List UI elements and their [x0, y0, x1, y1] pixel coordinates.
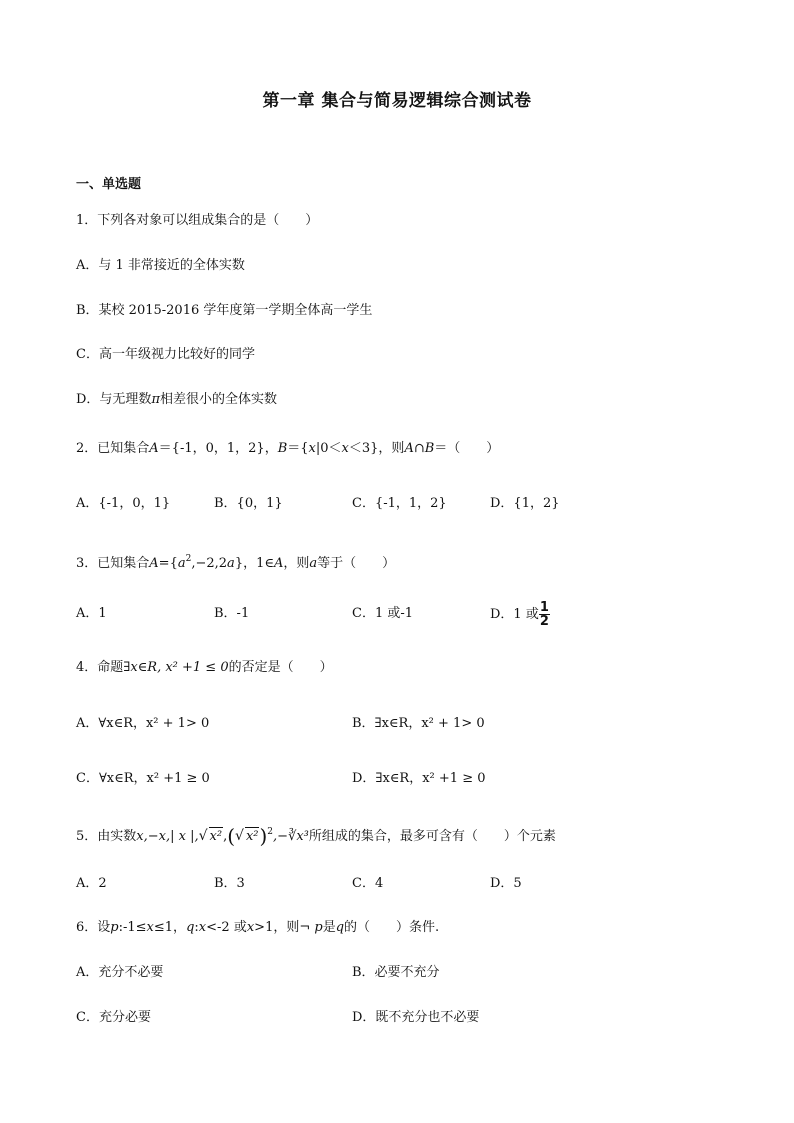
- question-5-option-c: C．4: [352, 876, 384, 891]
- q5-suffix: 所组成的集合，最多可含有（ ）个元素: [308, 829, 556, 844]
- q2-prefix: 2．已知集合: [76, 441, 150, 456]
- question-5-option-a: A．2: [76, 876, 107, 891]
- section-heading: 一、单选题: [76, 177, 142, 192]
- question-6-stem: [76, 919, 439, 937]
- question-3-options: [76, 601, 716, 633]
- set-a: A: [149, 556, 159, 571]
- fraction-one-half: [539, 601, 550, 628]
- question-5-option-b: B．3: [214, 876, 245, 891]
- question-3-option-d: [490, 601, 550, 628]
- question-6-option-b: B．必要不充分: [352, 965, 440, 980]
- question-1-option-a: A．与 1 非常接近的全体实数: [76, 258, 245, 273]
- q3-prefix: 3．已知集合: [76, 556, 150, 571]
- q6-prefix: 6．设: [76, 920, 111, 935]
- question-2-stem: [76, 440, 499, 458]
- option-d-text: D．1 或: [490, 607, 539, 622]
- exponent: 2: [185, 554, 192, 564]
- q6-gt: >1，则: [254, 920, 300, 935]
- question-4-option-d: D．∃x∈R，x² +1 ≥ 0: [352, 771, 486, 786]
- question-2-option-a: A．{-1，0，1}: [76, 496, 171, 511]
- right-paren-icon: ): [259, 824, 268, 848]
- question-6-option-a: A．充分不必要: [76, 965, 164, 980]
- var-q: q: [335, 920, 345, 935]
- question-2-options: [76, 495, 716, 517]
- question-3-option-c: C．1 或-1: [352, 606, 414, 621]
- q3-suffix: 等于（ ）: [317, 556, 396, 571]
- var-a: a: [177, 556, 186, 571]
- var-q: q: [186, 920, 195, 935]
- q2-suffix: ＝（ ）: [434, 441, 500, 456]
- var-x: x: [246, 920, 255, 935]
- option-d-prefix: D．与无理数: [76, 392, 152, 407]
- q6-p-cond: :-1≤: [118, 920, 147, 935]
- var-x: x: [198, 920, 207, 935]
- question-6-option-c: C．充分必要: [76, 1010, 151, 1025]
- pi-symbol: π: [151, 392, 160, 407]
- q6-is: 是: [322, 920, 336, 935]
- q5-numbers: x,−x,| x |,: [136, 829, 199, 844]
- var-x: x: [341, 441, 349, 456]
- page-title: 第一章 集合与简易逻辑综合测试卷: [262, 91, 532, 111]
- q3-then: ，则: [283, 556, 310, 571]
- question-2-option-b: B．{0，1}: [214, 496, 283, 511]
- radical-icon: √: [198, 828, 208, 844]
- q6-q-cond: :: [194, 920, 199, 935]
- set-b: B: [277, 441, 288, 456]
- fraction-numerator: 1: [539, 600, 549, 615]
- var-a: a: [227, 556, 235, 571]
- question-5-option-d: D．5: [490, 876, 522, 891]
- option-d-suffix: 相差很小的全体实数: [159, 392, 277, 407]
- question-4-options-row-2: [76, 770, 716, 792]
- question-1-option-c: C．高一年级视力比较好的同学: [76, 347, 255, 362]
- q6-le: ≤1，: [153, 920, 187, 935]
- q4-prefix: 4．命题: [76, 660, 124, 675]
- question-3-option-b: B．-1: [214, 606, 250, 621]
- q2-set-b-open: ＝{: [287, 441, 309, 456]
- question-4-option-b: B．∃x∈R，x² + 1> 0: [352, 716, 485, 731]
- q3-set-close: }，1∈: [234, 556, 274, 571]
- set-a: A: [273, 556, 284, 571]
- not-p: ¬ p: [299, 920, 323, 935]
- proposition: ∃x∈R, x² +1 ≤ 0: [123, 660, 229, 675]
- q2-set-a-def: ＝{-1，0，1，2}，: [158, 441, 278, 456]
- sqrt-radicand: x²: [209, 829, 223, 844]
- q4-suffix: 的否定是（ ）: [228, 660, 333, 675]
- set-a: A: [149, 441, 159, 456]
- question-6-options-row-2: [76, 1009, 716, 1031]
- question-2-option-c: C．{-1，1，2}: [352, 496, 447, 511]
- question-2-option-d: D．{1，2}: [490, 496, 560, 511]
- q6-suffix: 的（ ）条件.: [344, 920, 440, 935]
- question-4-option-a: A．∀x∈R，x² + 1> 0: [76, 716, 210, 731]
- var-p: p: [110, 920, 119, 935]
- question-4-option-c: C．∀x∈R，x² +1 ≥ 0: [76, 771, 210, 786]
- question-1-option-b: B．某校 2015-2016 学年度第一学期全体高一学生: [76, 303, 373, 318]
- question-6-options-row-1: [76, 964, 716, 986]
- q5-comma: ,: [223, 829, 228, 844]
- question-4-options-row-1: [76, 715, 716, 737]
- question-3-option-a: A．1: [76, 606, 107, 621]
- var-a: a: [309, 556, 318, 571]
- left-paren-icon: (: [227, 824, 236, 848]
- question-1-option-d: [76, 391, 277, 409]
- q6-lt: <-2 或: [206, 920, 247, 935]
- question-6-option-d: D．既不充分也不必要: [352, 1010, 480, 1025]
- var-x: x: [146, 920, 154, 935]
- q2-cond: |0＜: [315, 441, 342, 456]
- sqrt-radicand: x²: [245, 829, 259, 844]
- q3-set-mid: ,−2,2: [191, 556, 228, 571]
- q5-cube-root: ,−∛x³: [273, 829, 309, 844]
- question-4-stem: [76, 659, 333, 677]
- question-3-stem: [76, 550, 395, 573]
- q2-cond-end: ＜3}，则: [348, 441, 405, 456]
- radical-icon: √: [235, 828, 244, 844]
- q3-set-open: ={: [158, 556, 178, 571]
- fraction-denominator: 2: [539, 614, 549, 629]
- q5-prefix: 5．由实数: [76, 829, 137, 844]
- exponent: 2: [267, 827, 274, 837]
- question-5-options: [76, 875, 716, 897]
- question-5-stem: [76, 823, 556, 846]
- var-x: x: [308, 441, 316, 456]
- intersection: A∩B: [404, 441, 435, 456]
- question-1-stem: 1．下列各对象可以组成集合的是（ ）: [76, 213, 319, 228]
